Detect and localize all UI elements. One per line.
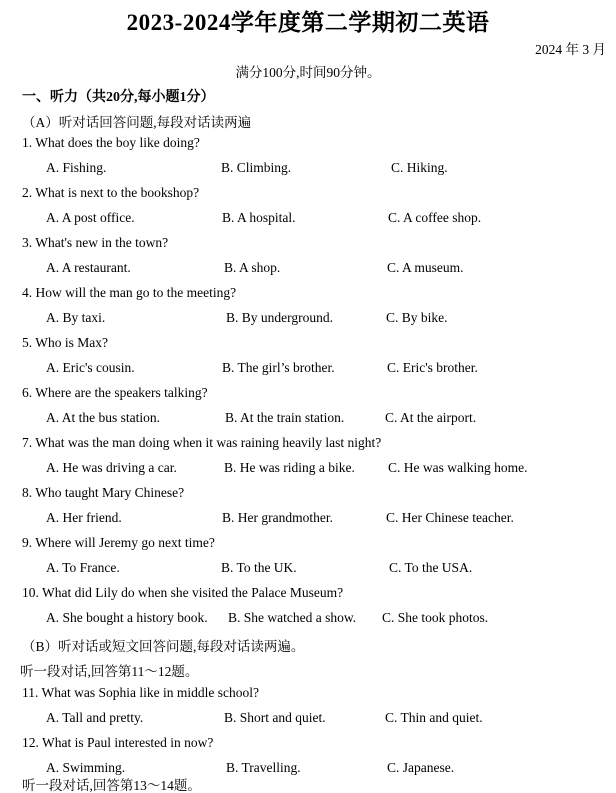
q10-option-c: C. She took photos. [382, 610, 489, 625]
question-1: 1. What does the boy like doing? [22, 135, 200, 150]
q1-option-c: C. Hiking. [391, 160, 448, 175]
page-title: 2023-2024学年度第二学期初二英语 [126, 10, 490, 35]
q9-option-c: C. To the USA. [389, 560, 473, 575]
q3-option-c: C. A museum. [387, 260, 464, 275]
q8-option-c: C. Her Chinese teacher. [386, 510, 514, 525]
part-a-instruction: （A）听对话回答问题,每段对话读两遍 [22, 115, 252, 130]
q8-option-a: A. Her friend. [46, 510, 122, 525]
question-5: 5. Who is Max? [22, 335, 108, 350]
q3-option-b: B. A shop. [224, 260, 281, 275]
q6-option-b: B. At the train station. [225, 410, 345, 425]
question-7: 7. What was the man doing when it was raining heavily last night? [22, 435, 382, 450]
q7-option-b: B. He was riding a bike. [224, 460, 355, 475]
cutoff-line [22, 778, 201, 793]
q11-option-c: C. Thin and quiet. [385, 710, 483, 725]
question-3: 3. What's new in the town? [22, 235, 169, 250]
question-9: 9. Where will Jeremy go next time? [22, 535, 215, 550]
q4-option-a: A. By taxi. [46, 310, 106, 325]
q6-option-a: A. At the bus station. [46, 410, 160, 425]
cutoff-text: 听一段对话,回答第13～14题。 [22, 778, 201, 793]
q12-option-c: C. Japanese. [387, 760, 455, 775]
q7-option-c: C. He was walking home. [388, 460, 528, 475]
question-11: 11. What was Sophia like in middle school? [22, 685, 259, 700]
q7-option-a: A. He was driving a car. [46, 460, 177, 475]
question-8: 8. Who taught Mary Chinese? [22, 485, 185, 500]
q3-option-a: A. A restaurant. [46, 260, 131, 275]
q11-option-b: B. Short and quiet. [224, 710, 326, 725]
q5-option-c: C. Eric's brother. [387, 360, 478, 375]
q2-option-a: A. A post office. [46, 210, 135, 225]
question-4: 4. How will the man go to the meeting? [22, 285, 237, 300]
exam-date: 2024 年 3 月 [535, 42, 606, 57]
q1-option-a: A. Fishing. [46, 160, 107, 175]
q12-option-a: A. Swimming. [46, 760, 126, 775]
q5-option-a: A. Eric's cousin. [46, 360, 135, 375]
question-2: 2. What is next to the bookshop? [22, 185, 200, 200]
part-b-intro: 听一段对话,回答第11～12题。 [20, 664, 199, 679]
q10-option-b: B. She watched a show. [228, 610, 357, 625]
q9-option-b: B. To the UK. [221, 560, 297, 575]
q10-option-a: A. She bought a history book. [46, 610, 208, 625]
q1-option-b: B. Climbing. [221, 160, 292, 175]
question-12: 12. What is Paul interested in now? [22, 735, 214, 750]
section-heading-listening: 一、听力（共20分,每小题1分） [22, 90, 215, 105]
q4-option-c: C. By bike. [386, 310, 448, 325]
q8-option-b: B. Her grandmother. [222, 510, 333, 525]
question-10: 10. What did Lily do when she visited the Palace Museum? [22, 585, 344, 600]
question-6: 6. Where are the speakers talking? [22, 385, 208, 400]
q6-option-c: C. At the airport. [385, 410, 477, 425]
q11-option-a: A. Tall and pretty. [46, 710, 144, 725]
q2-option-b: B. A hospital. [222, 210, 296, 225]
part-b-instruction: （B）听对话或短文回答问题,每段对话读两遍。 [22, 639, 305, 654]
q12-option-b: B. Travelling. [226, 760, 301, 775]
q5-option-b: B. The girl’s brother. [222, 360, 335, 375]
q4-option-b: B. By underground. [226, 310, 333, 325]
exam-info: 满分100分,时间90分钟。 [235, 65, 381, 80]
q9-option-a: A. To France. [46, 560, 120, 575]
q2-option-c: C. A coffee shop. [388, 210, 482, 225]
